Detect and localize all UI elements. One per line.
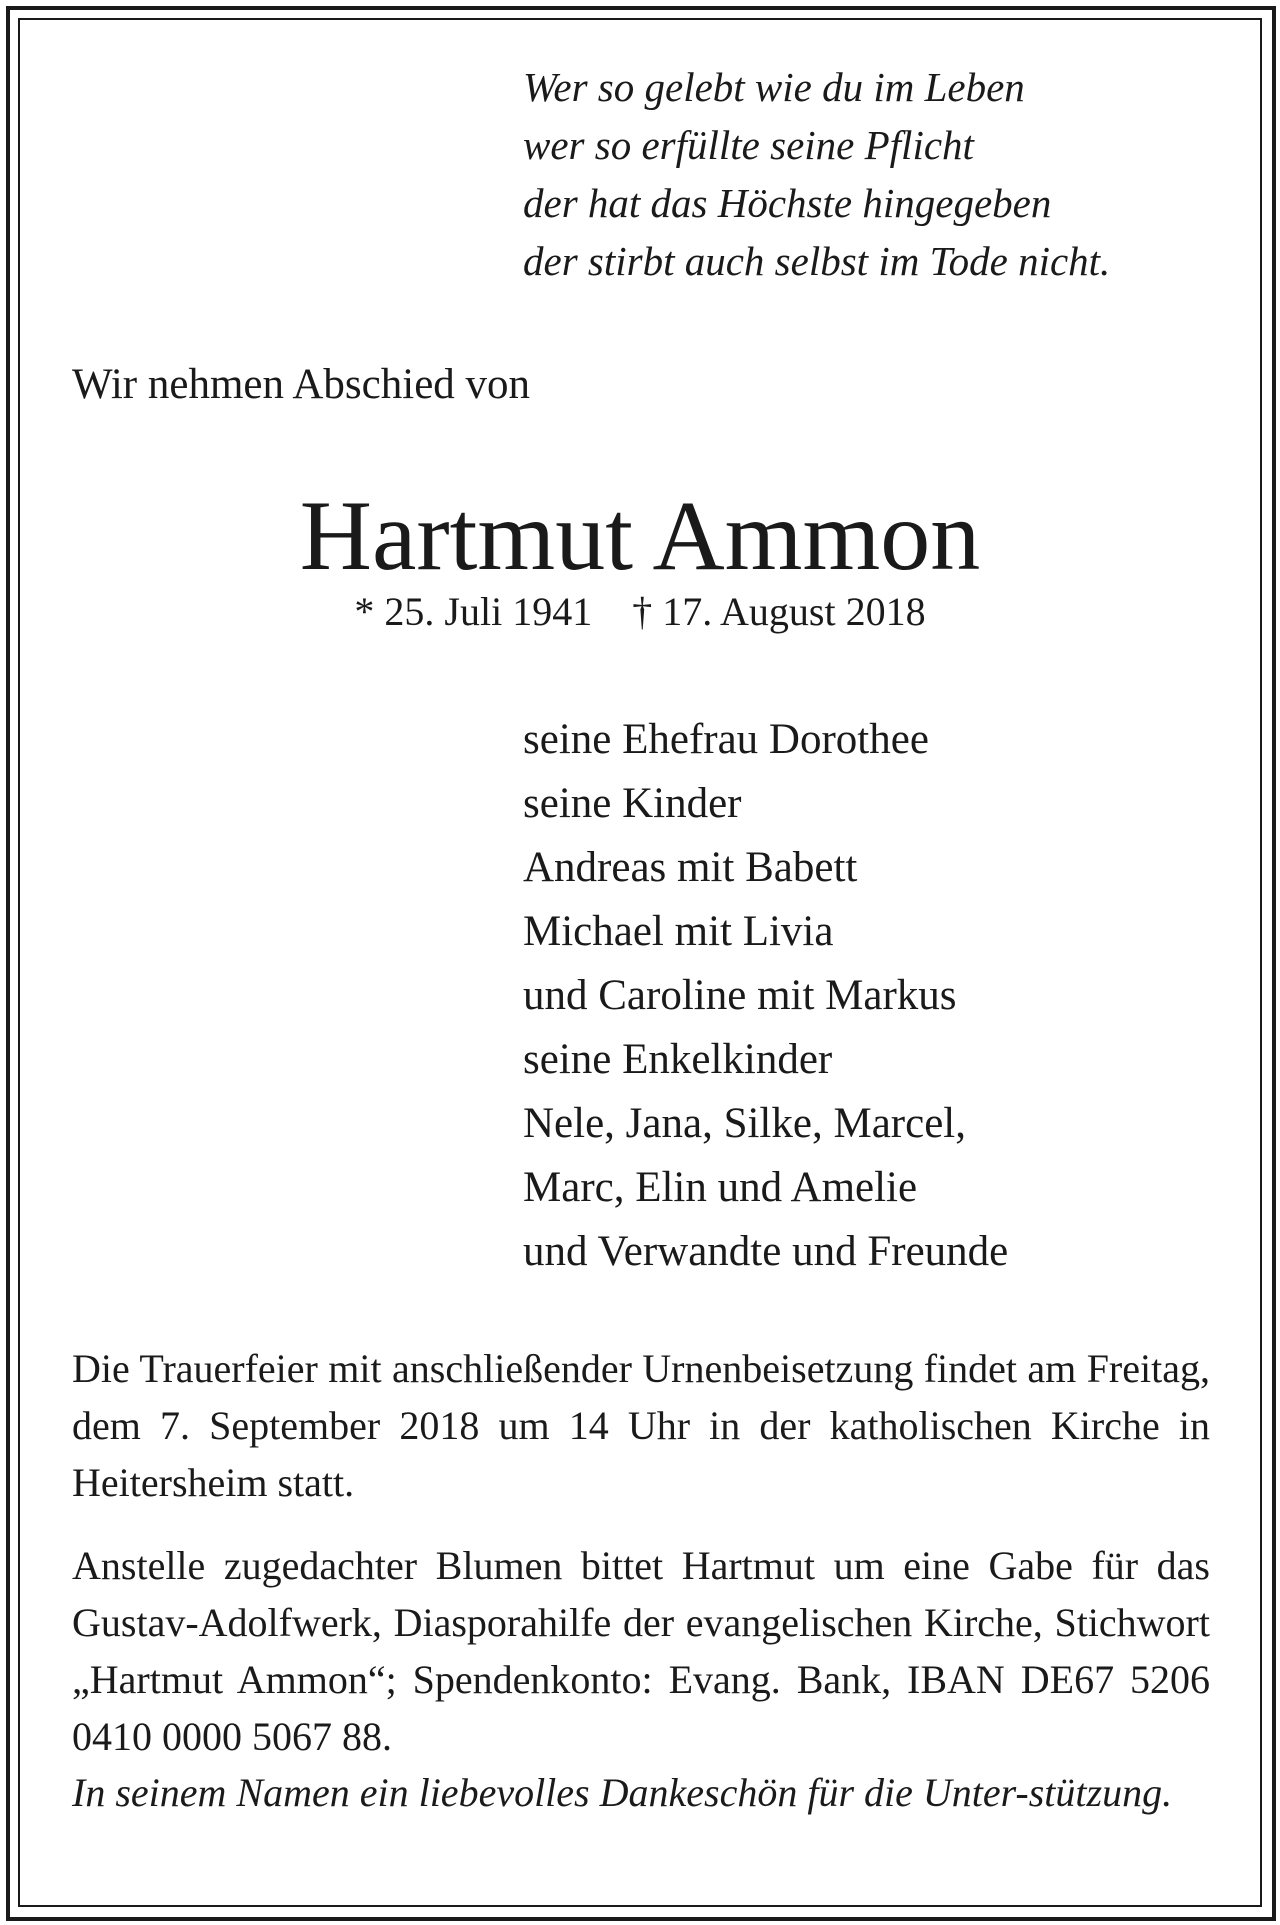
verse-line: wer so erfüllte seine Pflicht — [523, 122, 974, 168]
mourners-list — [523, 708, 1008, 1284]
life-dates — [0, 584, 1280, 640]
mourner-line: Andreas mit Babett — [523, 844, 858, 891]
thanks-paragraph: In seinem Namen ein liebevolles Dankeschön für die Unter-stützung. — [72, 1770, 1173, 1815]
mourner-line: Michael mit Livia — [523, 908, 834, 955]
mourner-line: seine Kinder — [523, 780, 742, 827]
mourner-line: und Caroline mit Markus — [523, 972, 957, 1019]
farewell-intro: Wir nehmen Abschied von — [72, 361, 531, 408]
mourner-line: Marc, Elin und Amelie — [523, 1164, 918, 1211]
death-date: † 17. August 2018 — [632, 589, 926, 634]
memorial-verse — [523, 58, 1110, 290]
verse-line: der hat das Höchste hingegeben — [523, 180, 1052, 226]
deceased-name: Hartmut Ammon — [299, 480, 981, 591]
mourner-line: und Verwandte und Freunde — [523, 1228, 1009, 1275]
mourner-line: Nele, Jana, Silke, Marcel, — [523, 1100, 966, 1147]
ceremony-paragraph: Die Trauerfeier mit anschließender Urnenbeisetzung findet am Freitag, dem 7. September 2018 um 14 Uhr in der katholischen Kirche in Heitersheim statt. — [72, 1346, 1210, 1505]
mourner-line: seine Ehefrau Dorothee — [523, 716, 929, 763]
verse-line: der stirbt auch selbst im Tode nicht. — [523, 238, 1111, 284]
donation-paragraph: Anstelle zugedachter Blumen bittet Hartmut um eine Gabe für das Gustav-Adolfwerk, Diasporahilfe der evangelischen Kirche, Stichwort „Hartmut Ammon“; Spendenkonto: Evang. Bank, IBAN DE67 5206 0410 0000 5067 88. — [72, 1543, 1210, 1759]
birth-date: * 25. Juli 1941 — [354, 589, 593, 634]
mourner-line: seine Enkelkinder — [523, 1036, 833, 1083]
verse-line: Wer so gelebt wie du im Leben — [523, 64, 1025, 110]
